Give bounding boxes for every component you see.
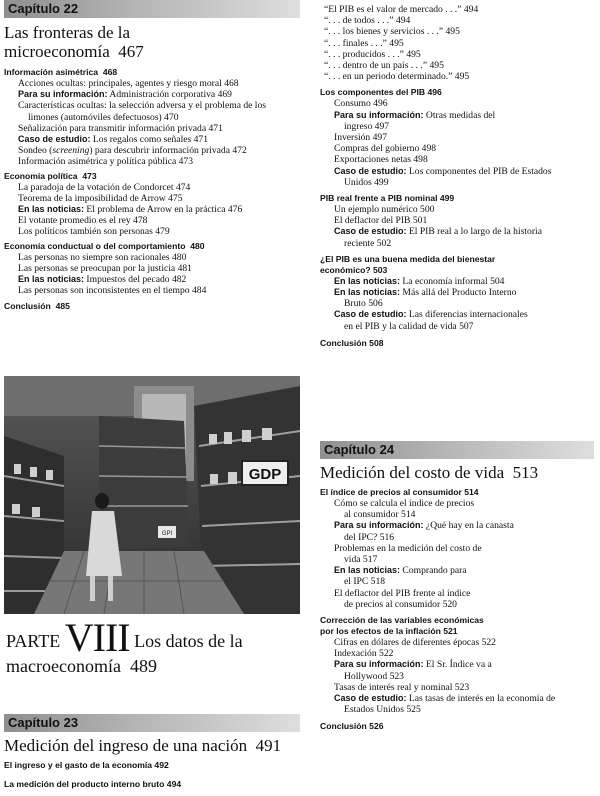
part-title-a: Los datos de la [134, 631, 243, 651]
part-number: VIII [64, 615, 130, 660]
toc-item[interactable]: Compras del gobierno 498 [334, 143, 437, 155]
toc-section[interactable]: Corrección de las variables económicas por los efectos de la inflación 521 [320, 615, 484, 637]
toc-item[interactable]: Acciones ocultas: principales, agentes y riesgo moral 468 [18, 78, 239, 89]
store-illustration [4, 376, 300, 614]
toc-item[interactable]: El deflactor del PIB frente al índice de precios al consumidor 520 [334, 587, 471, 610]
toc-item[interactable]: El votante promedio es el rey 478 [18, 215, 148, 227]
toc-item[interactable]: Caso de estudio: Las tasas de interés en la economía de Estados Unidos 525 [334, 693, 556, 716]
toc-item[interactable]: Tasas de interés real y nominal 523 [334, 681, 470, 693]
toc-item[interactable]: La paradoja de la votación de Condorcet 474 [18, 181, 191, 193]
toc-section[interactable]: Los componentes del PIB 496 [320, 87, 442, 98]
toc-item[interactable]: Para su información: Otras medidas del ingreso 497 [334, 109, 496, 132]
toc-item[interactable]: En las noticias: El problema de Arrow en la práctica 476 [18, 204, 243, 216]
toc-item[interactable]: Sondeo (screening) para descubrir información privada 472 [18, 145, 247, 157]
toc-item[interactable]: “. . . producidos . . .” 495 [324, 48, 421, 60]
toc-item[interactable]: Caso de estudio: Las diferencias internacionales en el PIB y la calidad de vida 507 [334, 309, 528, 332]
toc-item[interactable]: Caso de estudio: El PIB real a lo largo de la historia reciente 502 [334, 226, 542, 249]
toc-item[interactable]: En las noticias: Impuestos del pecado 482 [18, 274, 187, 286]
price-tag: GPI [161, 531, 173, 537]
chapter-22-bar [4, 0, 300, 18]
toc-item[interactable]: Para su información: ¿Qué hay en la canasta del IPC? 516 [334, 520, 514, 543]
toc-section[interactable]: El ingreso y el gasto de la economía 492 [4, 760, 169, 770]
part-page: 489 [129, 656, 157, 676]
toc-section[interactable]: Conclusión 485 [4, 301, 70, 312]
toc-section[interactable]: La medición del producto interno bruto 494 [4, 779, 182, 789]
toc-section[interactable]: ¿El PIB es una buena medida del bienestar económico? 503 [320, 253, 496, 275]
store-illustration-svg [4, 376, 300, 614]
right-column [320, 4, 594, 349]
chapter-22-page: 467 [118, 42, 144, 61]
toc-item[interactable]: Información asimétrica y política pública 473 [18, 156, 194, 168]
toc-item[interactable]: Señalización para transmitir información privada 471 [18, 122, 223, 134]
toc-section[interactable]: El índice de precios al consumidor 514 [320, 487, 479, 497]
toc-section[interactable]: Información asimétrica 468 [4, 67, 118, 77]
chapter-22-title[interactable] [4, 23, 300, 61]
toc-item[interactable]: Características ocultas: la selección adversa y el problema de los limones (automóviles defectuosos) 470 [18, 100, 267, 123]
chapter-24-bar [320, 441, 594, 459]
left-column [4, 0, 300, 312]
chapter-22-label: Capítulo 22 [8, 1, 79, 16]
toc-item[interactable]: Cifras en dólares de diferentes épocas 522 [334, 637, 496, 649]
toc-item[interactable]: Indexación 522 [334, 648, 394, 660]
toc-item[interactable]: “. . . finales . . .” 495 [324, 37, 404, 49]
toc-section[interactable]: Economía política 473 [4, 170, 97, 181]
toc-item[interactable]: Consumo 496 [334, 98, 388, 110]
toc-item[interactable]: Caso de estudio: Los componentes del PIB de Estados Unidos 499 [334, 165, 552, 188]
toc-item[interactable]: Problemas en la medición del costo de vida 517 [334, 542, 482, 566]
part-word: PARTE [6, 631, 61, 651]
toc-item[interactable]: Cómo se calcula el índice de precios al consumidor 514 [334, 498, 475, 521]
chapter-22-title-line2: microeconomía [4, 42, 110, 61]
toc-section[interactable]: Conclusión 526 [320, 721, 384, 732]
part-heading[interactable] [6, 615, 306, 676]
chapter-22-title-line1: Las fronteras de la [4, 23, 131, 42]
chapter-23-bar [4, 714, 300, 732]
toc-section[interactable]: PIB real frente a PIB nominal 499 [320, 193, 455, 204]
toc-item[interactable]: Los políticos también son personas 479 [18, 226, 170, 238]
toc-item[interactable]: El deflactor del PIB 501 [334, 215, 428, 227]
part-title-b: macroeconomía [6, 656, 121, 676]
chapter-24-label: Capítulo 24 [324, 442, 395, 457]
toc-item[interactable]: “. . . de todos . . .” 494 [324, 15, 411, 27]
toc-item[interactable]: Inversión 497 [334, 132, 388, 144]
toc-item[interactable]: Caso de estudio: Los regalos como señales 471 [18, 134, 209, 146]
toc-item[interactable]: En las noticias: Más allá del Producto Interno Bruto 506 [334, 287, 517, 310]
toc-item[interactable]: En las noticias: Comprando para el IPC 518 [334, 565, 467, 588]
chapter-23-title[interactable]: Medición del ingreso de una nación 491 [4, 736, 282, 755]
toc-section[interactable]: Economía conductual o del comportamiento 480 [4, 240, 205, 251]
chapter-23-label: Capítulo 23 [8, 715, 79, 730]
toc-item[interactable]: Las personas no siempre son racionales 480 [18, 251, 187, 263]
gdp-sign: GDP [248, 466, 282, 483]
toc-item[interactable]: Exportaciones netas 498 [334, 154, 428, 166]
toc-item[interactable]: Las personas se preocupan por la justicia 481 [18, 262, 192, 274]
toc-item[interactable]: “. . . dentro de un país . . .” 495 [324, 60, 444, 72]
chapter-24-block [320, 441, 594, 732]
toc-item[interactable]: En las noticias: La economía informal 504 [334, 275, 505, 287]
chapter-23-block [4, 714, 300, 790]
toc-item[interactable]: Para su información: El Sr. Índice va a Hollywood 523 [334, 659, 492, 682]
toc-item[interactable]: Teorema de la imposibilidad de Arrow 475 [18, 192, 183, 204]
toc-item[interactable]: “El PIB es el valor de mercado . . .” 494 [324, 4, 479, 15]
toc-item[interactable]: “. . . los bienes y servicios . . .” 495 [324, 26, 460, 38]
toc-item[interactable]: Las personas son inconsistentes en el tiempo 484 [18, 285, 207, 297]
chapter-24-title[interactable]: Medición del costo de vida 513 [320, 463, 539, 482]
toc-item[interactable]: “. . . en un periodo determinado.” 495 [324, 71, 470, 83]
toc-item[interactable]: Para su información: Administración corporativa 469 [18, 89, 232, 101]
toc-item[interactable]: Un ejemplo numérico 500 [334, 204, 435, 216]
toc-section[interactable]: Conclusión 508 [320, 337, 384, 348]
